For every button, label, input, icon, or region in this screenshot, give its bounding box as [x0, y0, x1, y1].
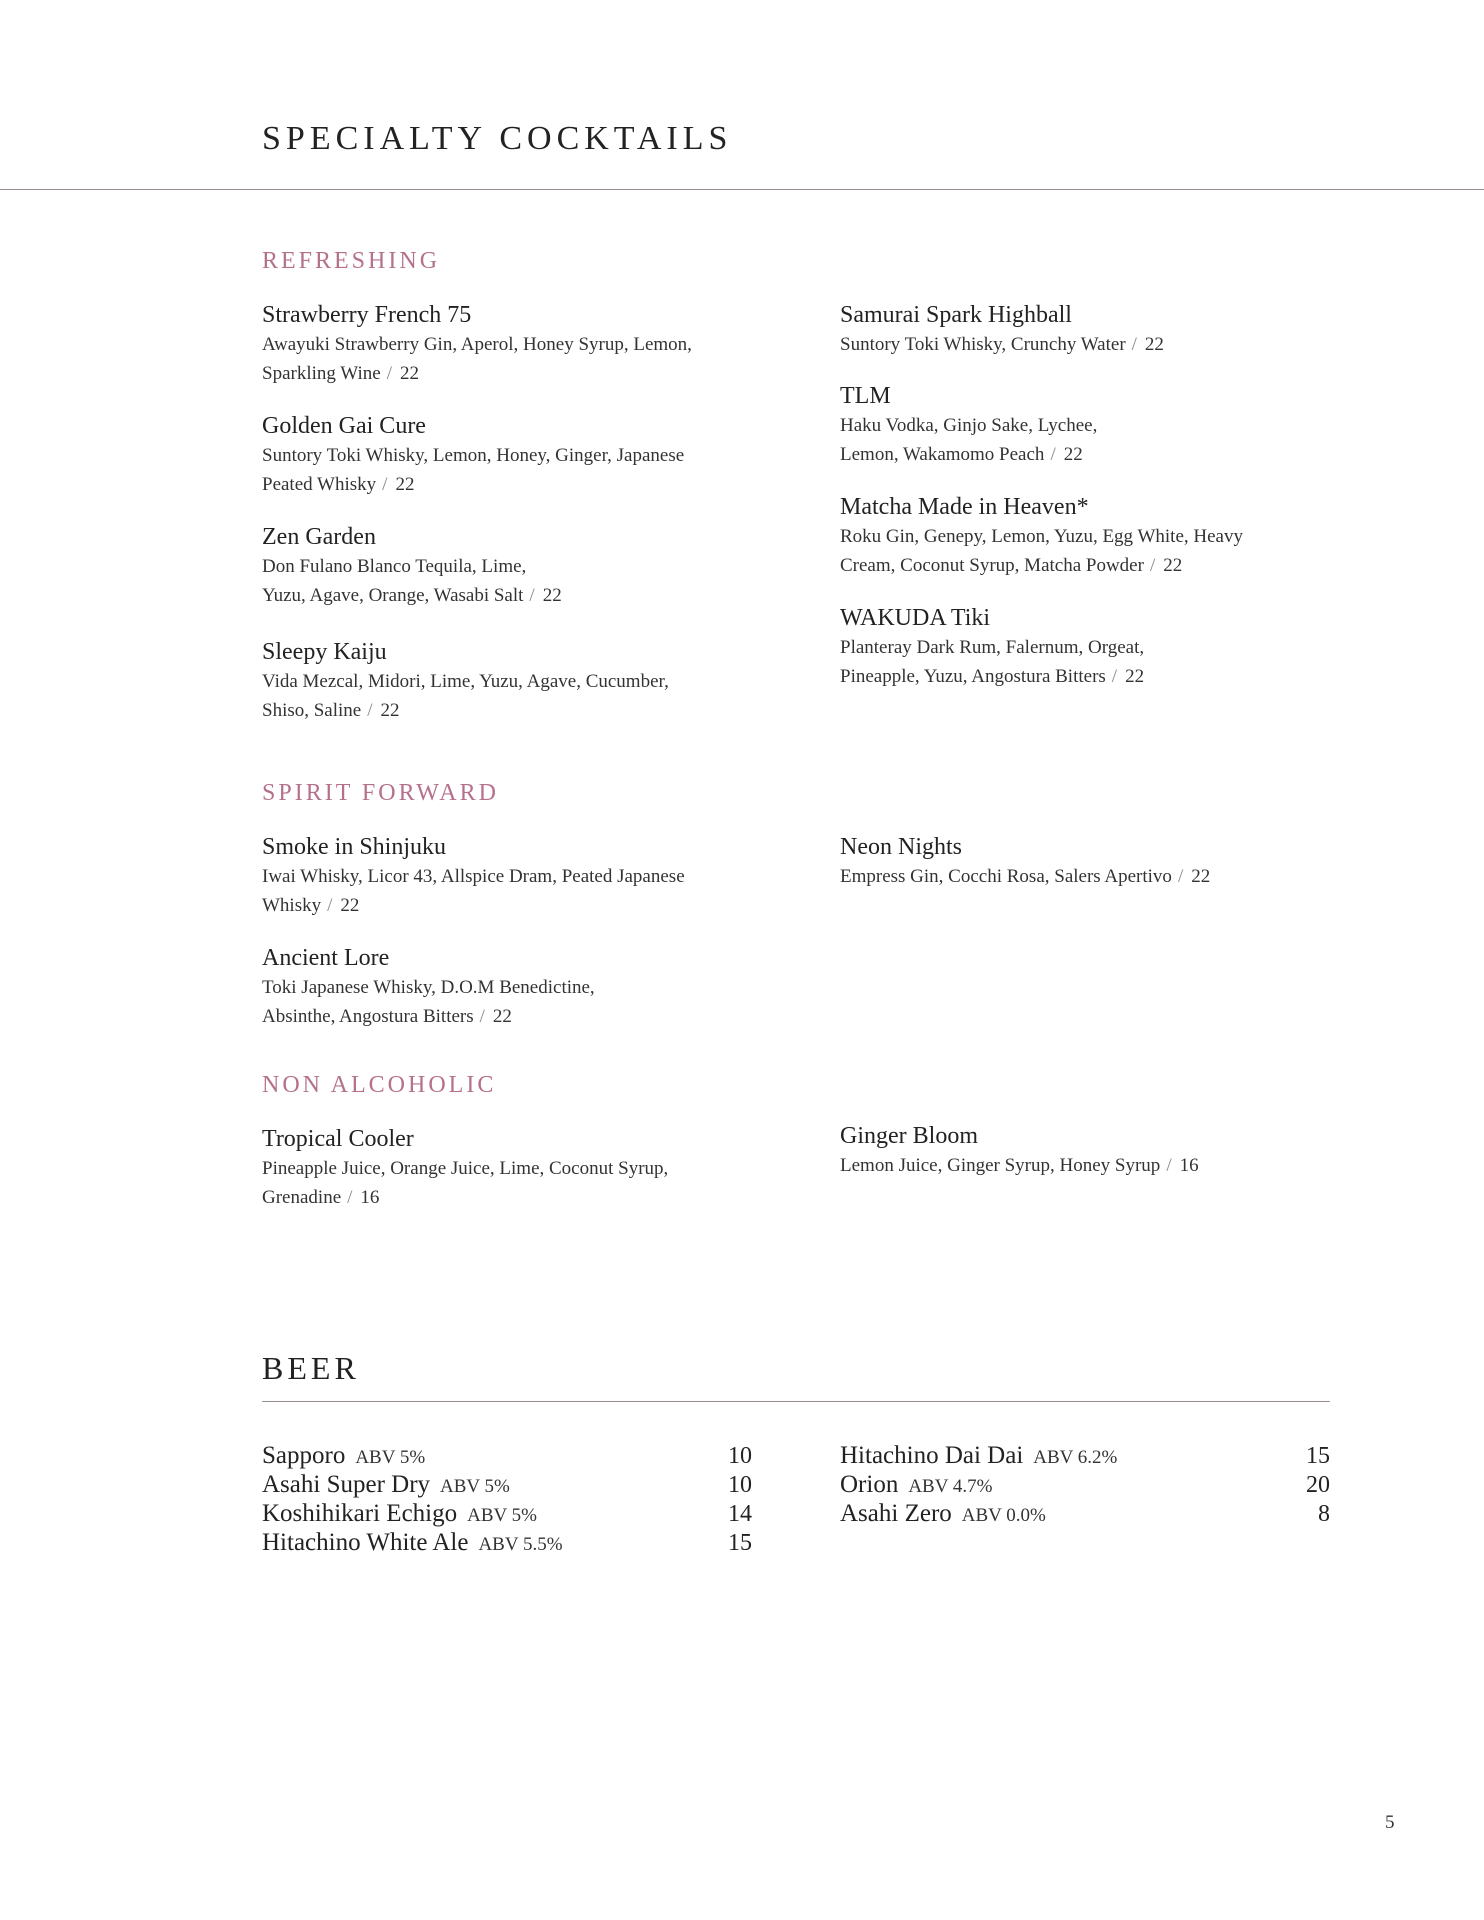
cocktail-name: TLM	[840, 383, 891, 409]
beer-abv: ABV 6.2%	[1033, 1447, 1118, 1468]
cocktail-name: Zen Garden	[262, 524, 376, 550]
price-separator: /	[347, 1187, 353, 1208]
cocktail-item	[840, 603, 1360, 691]
cocktail-ingredients: Whisky	[262, 895, 322, 916]
cocktail-name: Strawberry French 75	[262, 302, 472, 328]
price-separator: /	[382, 474, 388, 495]
cocktail-ingredients: Pineapple Juice, Orange Juice, Lime, Coconut Syrup,	[262, 1158, 669, 1179]
cocktail-price: 16	[1179, 1155, 1199, 1176]
beer-row	[262, 1529, 752, 1558]
cocktail-ingredients: Yuzu, Agave, Orange, Wasabi Salt	[262, 585, 524, 606]
beer-row	[840, 1471, 1330, 1500]
cocktail-price: 22	[340, 895, 360, 916]
cocktail-item	[840, 832, 1360, 891]
price-separator: /	[1166, 1155, 1172, 1176]
cocktail-price: 22	[1144, 334, 1164, 355]
beer-name: Asahi Zero	[840, 1500, 952, 1527]
beer-price: 10	[728, 1472, 752, 1498]
cocktail-ingredients: Planteray Dark Rum, Falernum, Orgeat,	[840, 637, 1145, 658]
price-separator: /	[386, 363, 392, 384]
beer-name: Orion	[840, 1471, 899, 1498]
beer-row	[840, 1500, 1330, 1529]
beer-divider	[262, 1401, 1330, 1402]
beer-abv: ABV 5.5%	[478, 1534, 563, 1555]
beer-list-left	[262, 1442, 752, 1558]
price-separator: /	[1111, 666, 1118, 687]
price-separator: /	[1131, 334, 1137, 355]
cocktail-price: 22	[1063, 444, 1083, 465]
cocktail-item	[840, 381, 1360, 469]
cocktail-ingredients: Empress Gin, Cocchi Rosa, Salers Apertivo	[840, 866, 1172, 887]
beer-abv: ABV 5%	[355, 1447, 426, 1468]
beer-price: 15	[728, 1530, 752, 1556]
cocktail-ingredients: Grenadine	[262, 1187, 342, 1208]
cocktail-item	[262, 637, 782, 725]
section-heading-refreshing: REFRESHING	[262, 248, 441, 274]
beer-row	[840, 1442, 1330, 1471]
cocktail-price: 22	[399, 363, 419, 384]
beer-price: 15	[1306, 1443, 1330, 1469]
beer-price: 20	[1306, 1472, 1330, 1498]
beer-list-right	[840, 1442, 1330, 1529]
cocktail-item	[262, 832, 782, 920]
page-title: SPECIALTY COCKTAILS	[262, 120, 733, 157]
cocktail-price: 22	[492, 1006, 512, 1027]
beer-price: 8	[1318, 1501, 1330, 1527]
section-heading-spirit-forward: SPIRIT FORWARD	[262, 780, 499, 806]
cocktail-ingredients: Lemon, Wakamomo Peach	[840, 444, 1045, 465]
cocktail-price: 16	[360, 1187, 380, 1208]
cocktail-name: Golden Gai Cure	[262, 413, 426, 439]
beer-name: Hitachino Dai Dai	[840, 1442, 1024, 1469]
cocktail-name: Matcha Made in Heaven*	[840, 494, 1089, 520]
beer-name: Sapporo	[262, 1442, 346, 1469]
cocktail-name: Ginger Bloom	[840, 1123, 978, 1149]
cocktail-ingredients: Absinthe, Angostura Bitters	[262, 1006, 474, 1027]
beer-price: 14	[728, 1501, 752, 1527]
beer-name: Hitachino White Ale	[262, 1529, 469, 1556]
cocktail-ingredients: Toki Japanese Whisky, D.O.M Benedictine,	[262, 977, 595, 998]
beer-abv: ABV 0.0%	[961, 1505, 1046, 1526]
beer-row	[262, 1471, 752, 1500]
cocktail-price: 22	[1191, 866, 1211, 887]
price-separator: /	[529, 585, 535, 606]
cocktail-ingredients: Pineapple, Yuzu, Angostura Bitters	[840, 666, 1106, 687]
beer-abv: ABV 4.7%	[908, 1476, 993, 1497]
beer-row	[262, 1442, 752, 1471]
cocktail-item	[840, 300, 1360, 359]
cocktail-item	[840, 492, 1400, 580]
page-number: 5	[1385, 1812, 1395, 1833]
cocktail-item	[840, 1121, 1360, 1180]
cocktail-name: Samurai Spark Highball	[840, 302, 1072, 328]
beer-row	[262, 1500, 752, 1529]
cocktail-item	[262, 943, 782, 1031]
title-divider	[0, 189, 1484, 190]
cocktail-price: 22	[1163, 555, 1183, 576]
cocktail-ingredients: Haku Vodka, Ginjo Sake, Lychee,	[840, 415, 1098, 436]
cocktail-name: Sleepy Kaiju	[262, 639, 387, 665]
cocktail-item	[262, 411, 782, 499]
price-separator: /	[1149, 555, 1156, 576]
cocktail-price: 22	[395, 474, 415, 495]
cocktail-ingredients: Roku Gin, Genepy, Lemon, Yuzu, Egg White, Heavy	[840, 526, 1243, 547]
beer-abv: ABV 5%	[440, 1476, 510, 1497]
cocktail-ingredients: Suntory Toki Whisky, Crunchy Water	[840, 334, 1126, 355]
cocktail-ingredients: Don Fulano Blanco Tequila, Lime,	[262, 556, 527, 577]
cocktail-item	[262, 1124, 782, 1212]
cocktail-ingredients: Awayuki Strawberry Gin, Aperol, Honey Syrup, Lemon,	[262, 334, 692, 355]
beer-price: 10	[728, 1443, 752, 1469]
cocktail-name: Smoke in Shinjuku	[262, 834, 447, 860]
beer-name: Koshihikari Echigo	[262, 1500, 458, 1527]
beer-name: Asahi Super Dry	[262, 1471, 431, 1498]
cocktail-name: WAKUDA Tiki	[840, 605, 991, 631]
cocktail-ingredients: Iwai Whisky, Licor 43, Allspice Dram, Peated Japanese	[262, 866, 685, 887]
price-separator: /	[1050, 444, 1056, 465]
cocktail-ingredients: Cream, Coconut Syrup, Matcha Powder	[840, 555, 1144, 576]
cocktail-price: 22	[542, 585, 562, 606]
cocktail-ingredients: Suntory Toki Whisky, Lemon, Honey, Ginger, Japanese	[262, 445, 685, 466]
cocktail-item	[262, 300, 782, 388]
cocktail-ingredients: Shiso, Saline	[262, 700, 362, 721]
price-separator: /	[327, 895, 333, 916]
section-heading-non-alcoholic: NON ALCOHOLIC	[262, 1072, 497, 1098]
cocktail-name: Tropical Cooler	[262, 1126, 414, 1152]
cocktail-ingredients: Vida Mezcal, Midori, Lime, Yuzu, Agave, Cucumber,	[262, 671, 669, 692]
cocktail-name: Ancient Lore	[262, 945, 390, 971]
cocktail-price: 22	[380, 700, 400, 721]
price-separator: /	[367, 700, 373, 721]
beer-title: BEER	[262, 1350, 360, 1386]
cocktail-item	[262, 522, 782, 610]
price-separator: /	[479, 1006, 485, 1027]
cocktail-ingredients: Sparkling Wine	[262, 363, 381, 384]
beer-abv: ABV 5%	[467, 1505, 537, 1526]
price-separator: /	[1177, 866, 1184, 887]
cocktail-ingredients: Peated Whisky	[262, 474, 377, 495]
cocktail-ingredients: Lemon Juice, Ginger Syrup, Honey Syrup	[840, 1155, 1161, 1176]
cocktail-price: 22	[1125, 666, 1145, 687]
cocktail-name: Neon Nights	[840, 834, 962, 860]
